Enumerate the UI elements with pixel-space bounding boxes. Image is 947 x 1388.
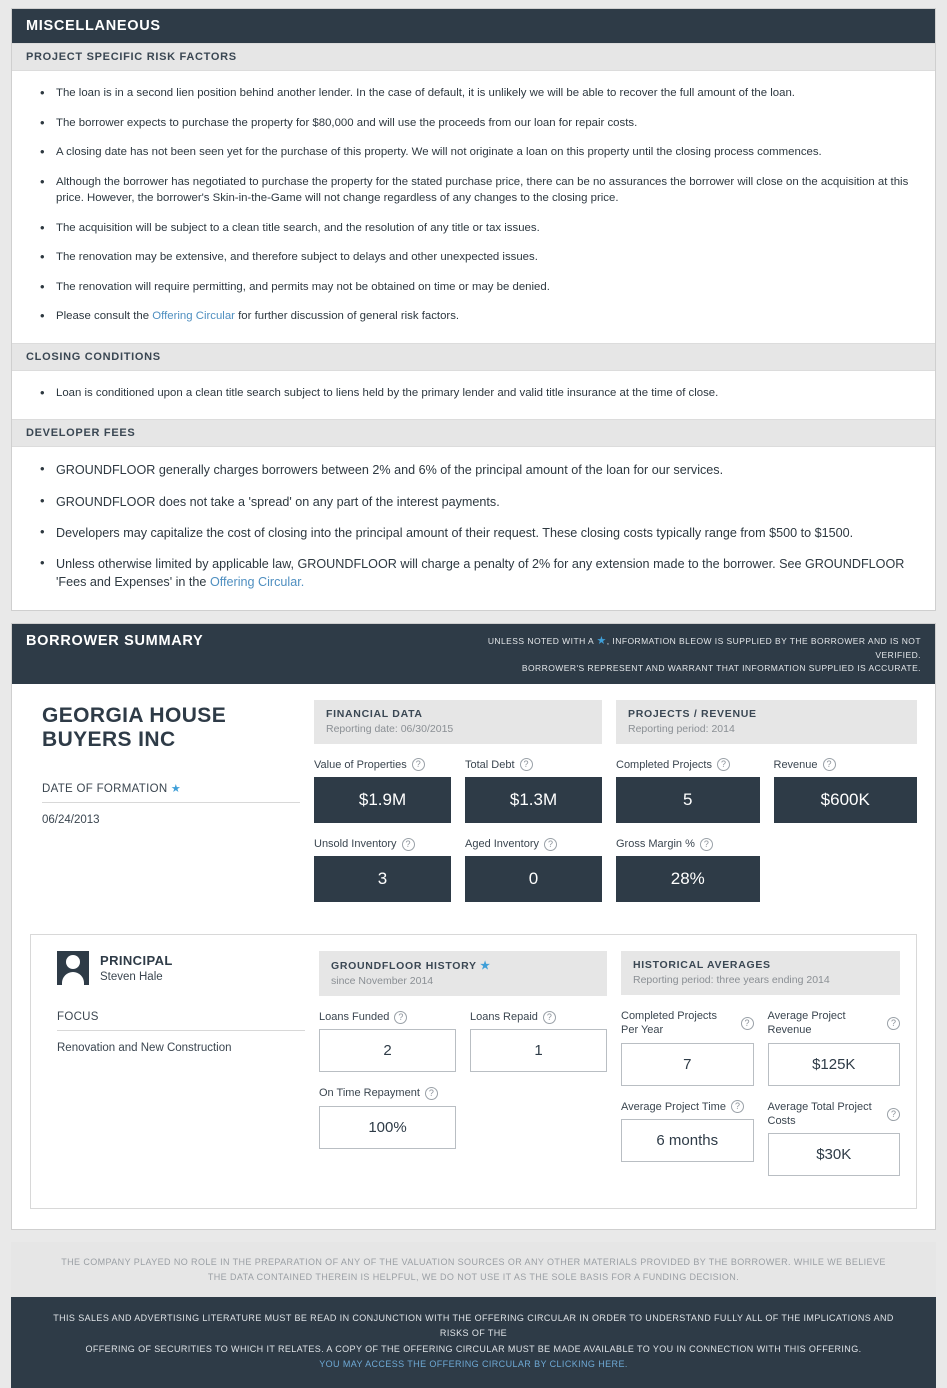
metric-average-project-revenue [768, 1009, 901, 1086]
metric-unsold-inventory [314, 837, 451, 902]
metric-value: 1 [470, 1029, 607, 1072]
offering-circular-footer-link[interactable]: YOU MAY ACCESS THE OFFERING CIRCULAR BY CLICKING HERE. [319, 1359, 628, 1370]
help-icon[interactable]: ? [520, 758, 533, 771]
groundfloor-history-title [331, 959, 595, 972]
list-item: • The loan is in a second lien position behind another lender. In the case of default, it is unlikely we will be able to recover the full amount of the loan. [54, 85, 917, 102]
metric-label [465, 837, 602, 851]
help-icon[interactable]: ? [543, 1011, 556, 1024]
list-item: • The renovation will require permitting, and permits may not be obtained on time or may be denied. [54, 279, 917, 296]
offering-circular-link[interactable]: Offering Circular. [209, 575, 305, 590]
projects-revenue-column [616, 700, 917, 917]
person-icon [57, 951, 89, 985]
metric-value: 28% [616, 856, 760, 902]
company-name: GEORGIA HOUSE BUYERS INC [42, 703, 227, 751]
metric-label-text: Loans Funded [319, 1011, 390, 1024]
metric-label [768, 1009, 901, 1038]
risk-factors-list [12, 71, 935, 343]
principal-name: Steven Hale [100, 971, 163, 984]
section-heading-developer-fees: DEVELOPER FEES [12, 419, 935, 447]
projects-revenue-subtitle: Reporting period: 2014 [628, 722, 735, 735]
metric-total-debt [465, 758, 602, 823]
principal-metrics-columns [319, 951, 900, 1190]
help-icon[interactable]: ? [741, 1017, 754, 1030]
date-of-formation-value: 06/24/2013 [42, 813, 100, 826]
groundfloor-history-panel [319, 951, 607, 996]
metric-label [768, 1100, 901, 1129]
help-icon[interactable]: ? [887, 1108, 900, 1121]
footer-line-2: OFFERING OF SECURITIES TO WHICH IT RELATES. A COPY OF THE OFFERING CIRCULAR MUST BE MADE AVAILABLE TO YOU IN CONNECTION WITH THIS OFFERING. [85, 1343, 862, 1354]
metric-value: 5 [616, 777, 760, 823]
projects-metric-row-1 [616, 758, 917, 823]
metric-label-text: Completed Projects Per Year [621, 1010, 717, 1037]
list-item: • The renovation may be extensive, and therefore subject to delays and other unexpected issues. [54, 249, 917, 266]
financial-metric-row-2 [314, 837, 602, 902]
projects-metric-row-2 [616, 837, 917, 902]
historical-averages-subtitle: Reporting period: three years ending 2014 [633, 974, 830, 987]
borrower-summary-card [11, 623, 936, 1231]
help-icon[interactable]: ? [425, 1087, 438, 1100]
help-icon[interactable]: ? [700, 838, 713, 851]
focus-label: FOCUS [57, 1011, 305, 1031]
metrics-columns [314, 700, 917, 917]
metric-label [319, 1010, 456, 1024]
metric-label [314, 758, 451, 772]
principal-block [30, 934, 917, 1209]
note-line-2: BORROWER'S REPRESENT AND WARRANT THAT INFORMATION SUPPLIED IS ACCURATE. [521, 662, 921, 673]
list-item-prefix: Please consult the [56, 310, 153, 323]
date-of-formation-text: DATE OF FORMATION [42, 782, 168, 795]
list-item-suffix: for further discussion of general risk factors. [234, 310, 460, 323]
metric-gross-margin [616, 837, 760, 902]
groundfloor-history-column [319, 951, 607, 1190]
miscellaneous-header [12, 9, 935, 43]
star-icon: ★ [596, 634, 607, 647]
groundfloor-history-title-text: GROUNDFLOOR HISTORY [331, 960, 477, 973]
metric-label [319, 1086, 456, 1100]
metric-value-of-properties [314, 758, 451, 823]
metric-value: $600K [774, 777, 918, 823]
metric-value: $1.9M [314, 777, 451, 823]
history-metric-row-1 [319, 1010, 607, 1072]
metric-label [774, 758, 918, 772]
metric-value: 0 [465, 856, 602, 902]
metric-value: 3 [314, 856, 451, 902]
date-of-formation-label [42, 782, 300, 803]
metric-label [314, 837, 451, 851]
metric-value: $125K [768, 1043, 901, 1086]
note-line-1b: , INFORMATION BLEOW IS SUPPLIED BY THE BORROWER AND IS NOT VERIFIED. [606, 635, 921, 661]
note-line-1a: UNLESS NOTED WITH A [487, 635, 594, 646]
borrower-summary-note [451, 633, 921, 675]
financial-data-subtitle: Reporting date: 06/30/2015 [326, 722, 454, 735]
list-item-with-link [54, 308, 917, 325]
focus-value: Renovation and New Construction [57, 1042, 232, 1055]
list-item: • The acquisition will be subject to a clean title search, and the resolution of any title or tax issues. [54, 220, 917, 237]
metric-value: 6 months [621, 1119, 754, 1162]
metric-label-text: Gross Margin % [616, 837, 695, 850]
metric-label-text: Loans Repaid [470, 1011, 538, 1024]
developer-fees-list [12, 447, 935, 609]
metric-loans-funded [319, 1010, 456, 1072]
averages-metric-row-1 [621, 1009, 900, 1086]
footer-line-1: THIS SALES AND ADVERTISING LITERATURE MUST BE READ IN CONJUNCTION WITH THE OFFERING CIRCULAR IN ORDER TO UNDERSTAND FULLY ALL OF THE IMPLICATIONS AND RISKS OF THE [53, 1313, 894, 1339]
principal-header [57, 951, 305, 985]
historical-averages-panel [621, 951, 900, 995]
miscellaneous-title: MISCELLANEOUS [26, 18, 161, 34]
financial-metric-row-1 [314, 758, 602, 823]
projects-revenue-title: PROJECTS / REVENUE [628, 707, 757, 720]
metric-completed-projects [616, 758, 760, 823]
borrower-summary-title: BORROWER SUMMARY [26, 632, 204, 649]
metric-label-text: On Time Repayment [319, 1087, 420, 1100]
metric-on-time-repayment [319, 1086, 456, 1148]
metric-label-text: Total Debt [465, 758, 515, 771]
borrower-top-row [30, 700, 917, 917]
help-icon[interactable]: ? [544, 838, 557, 851]
valuation-disclaimer: THE COMPANY PLAYED NO ROLE IN THE PREPARATION OF ANY OF THE VALUATION SOURCES OR ANY OTHER MATERIALS PROVIDED BY THE BORROWER. WHILE WE BELIEVE THE DATA CONTAINED THEREIN IS HELPFUL, WE DO NOT USE IT AS THE SOLE BASIS FOR A FUNDING DECISION. [11, 1242, 936, 1297]
metric-label-text: Unsold Inventory [314, 837, 397, 850]
metric-spacer [470, 1086, 607, 1148]
help-icon[interactable]: ? [731, 1100, 744, 1113]
projects-revenue-panel [616, 700, 917, 744]
metric-value: 100% [319, 1106, 456, 1149]
metric-label-text: Value of Properties [314, 758, 407, 771]
metric-aged-inventory [465, 837, 602, 902]
help-icon[interactable]: ? [412, 758, 425, 771]
principal-info-column [47, 951, 305, 1190]
borrower-summary-body [12, 684, 935, 1230]
metric-value: $30K [768, 1133, 901, 1176]
list-item: • Developers may capitalize the cost of closing into the principal amount of their request. These closing costs typically range from $500 to $1500. [54, 524, 917, 542]
financial-data-title: FINANCIAL DATA [326, 707, 423, 720]
list-item: • The borrower expects to purchase the property for $80,000 and will use the proceeds from our loan for repair costs. [54, 115, 917, 132]
metric-average-project-time [621, 1100, 754, 1177]
metric-label [621, 1009, 754, 1038]
list-item: • GROUNDFLOOR does not take a 'spread' on any part of the interest payments. [54, 493, 917, 511]
history-metric-row-2 [319, 1086, 607, 1148]
metric-average-total-project-costs [768, 1100, 901, 1177]
borrower-summary-header [12, 624, 935, 684]
metric-label [621, 1100, 754, 1114]
company-info-column [30, 700, 300, 917]
help-icon[interactable]: ? [717, 758, 730, 771]
miscellaneous-card [11, 8, 936, 611]
averages-metric-row-2 [621, 1100, 900, 1177]
metric-label [616, 837, 760, 851]
metric-value: $1.3M [465, 777, 602, 823]
offering-circular-link[interactable]: Offering Circular [152, 310, 235, 323]
list-item-with-link [54, 555, 917, 592]
list-item: • A closing date has not been seen yet for the purchase of this property. We will not originate a loan on this property until the closing process commences. [54, 144, 917, 161]
section-heading-risk-factors: PROJECT SPECIFIC RISK FACTORS [12, 43, 935, 71]
metric-label-text: Average Project Revenue [767, 1010, 846, 1037]
metric-spacer [774, 837, 918, 902]
help-icon[interactable]: ? [402, 838, 415, 851]
metric-label-text: Revenue [773, 758, 818, 771]
list-item: • Loan is conditioned upon a clean title search subject to liens held by the primary lender and valid title insurance at the time of close. [54, 385, 917, 402]
star-icon: ★ [170, 782, 182, 795]
help-icon[interactable]: ? [887, 1017, 900, 1030]
historical-averages-column [621, 951, 900, 1190]
help-icon[interactable]: ? [394, 1011, 407, 1024]
financial-data-column [314, 700, 602, 917]
metric-label-text: Average Project Time [621, 1100, 726, 1113]
metric-value: 2 [319, 1029, 456, 1072]
metric-completed-projects-per-year [621, 1009, 754, 1086]
metric-label [616, 758, 760, 772]
groundfloor-history-subtitle: since November 2014 [331, 975, 434, 988]
list-item: • GROUNDFLOOR generally charges borrowers between 2% and 6% of the principal amount of the loan for our services. [54, 461, 917, 479]
metric-label-text: Aged Inventory [465, 837, 539, 850]
list-item-prefix: Unless otherwise limited by applicable law, GROUNDFLOOR will charge a penalty of 2% for any extension made to the borrower. See GROUNDFLOOR 'Fees and Expenses' in the [56, 557, 905, 590]
star-icon: ★ [480, 960, 491, 973]
metric-loans-repaid [470, 1010, 607, 1072]
metric-label [470, 1010, 607, 1024]
help-icon[interactable]: ? [823, 758, 836, 771]
financial-data-panel [314, 700, 602, 744]
closing-conditions-list [12, 371, 935, 420]
principal-name-block [100, 953, 173, 983]
metric-label-text: Completed Projects [616, 758, 712, 771]
section-heading-closing-conditions: CLOSING CONDITIONS [12, 343, 935, 371]
historical-averages-title: HISTORICAL AVERAGES [633, 959, 771, 972]
metric-value: 7 [621, 1043, 754, 1086]
metric-revenue [774, 758, 918, 823]
metric-label [465, 758, 602, 772]
page-footer [11, 1297, 936, 1388]
metric-label-text: Average Total Project Costs [767, 1100, 872, 1128]
list-item: • Although the borrower has negotiated to purchase the property for the stated purchase price, there can be no assurances the borrower will close on the acquisition at this price. However, the borrower's Skin-in-the-Game will not change regardless of any changes to the closing price. [54, 174, 917, 207]
principal-title: PRINCIPAL [100, 953, 173, 969]
